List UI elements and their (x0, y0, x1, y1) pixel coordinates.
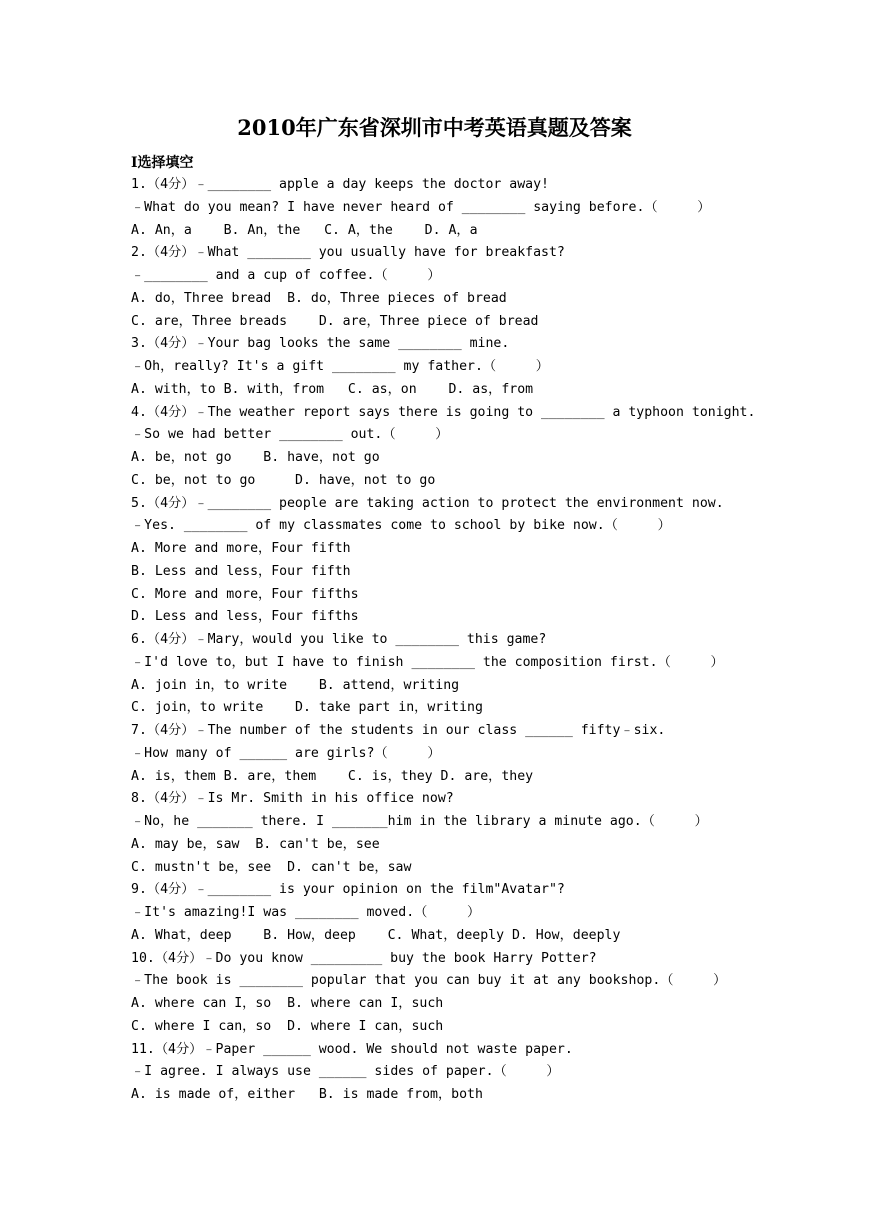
text-line: A. join in，to write B. attend，writing (131, 677, 460, 693)
text-line: ﹣So we had better ________ out.（ ） (131, 427, 449, 443)
text-line: ﹣Yes. ________ of my classmates come to school by bike now.（ ） (131, 518, 671, 534)
text-line: A. do，Three bread B. do，Three pieces of bread (131, 290, 507, 306)
text-line: ﹣I agree. I always use ______ sides of paper.（ ） (131, 1064, 560, 1080)
text-line: A. An，a B. An，the C. A，the D. A，a (131, 222, 478, 238)
text-line: 9.（4分）﹣________ is your opinion on the film"Avatar"? (131, 882, 565, 898)
text-line: A. What，deep B. How，deep C. What，deeply D. How，deeply (131, 927, 621, 943)
text-line: A. where can I，so B. where can I，such (131, 996, 444, 1011)
text-line: C. More and more，Four fifths (131, 586, 359, 602)
document-title: 2010年广东省深圳市中考英语真题及答案 (237, 115, 632, 140)
text-line: ﹣What do you mean? I have never heard of ________ saying before.（ ） (131, 199, 711, 215)
text-line: 7.（4分）﹣The number of the students in our class ______ fifty﹣six. (131, 723, 666, 738)
text-line: A. may be，saw B. can't be，see (131, 836, 380, 852)
text-line: C. join，to write D. take part in，writing (131, 700, 483, 716)
text-line: 8.（4分）﹣Is Mr. Smith in his office now? (131, 791, 454, 807)
text-line: ﹣No，he _______ there. I _______him in the library a minute ago.（ ） (131, 814, 708, 829)
text-line: 4.（4分）﹣The weather report says there is going to ________ a typhoon tonight. (131, 404, 756, 420)
text-line: ﹣I'd love to，but I have to finish ________ the composition first.（ ） (131, 654, 724, 670)
text-line: ﹣Oh，really? It's a gift ________ my father.（ ） (131, 359, 549, 374)
text-line: ﹣The book is ________ popular that you can buy it at any bookshop.（ ） (131, 973, 727, 989)
text-line: ﹣________ and a cup of coffee.（ ） (131, 268, 441, 283)
text-line: 1.（4分）﹣________ apple a day keeps the doctor away! (131, 177, 549, 192)
text-line: ﹣It's amazing!I was ________ moved.（ ） (131, 905, 481, 920)
text-line: C. where I can，so D. where I can，such (131, 1018, 444, 1034)
text-line: B. Less and less，Four fifth (131, 563, 351, 579)
text-line: A. is，them B. are，them C. is，they D. are，they (131, 768, 534, 784)
section-heading: I选择填空 (131, 155, 194, 171)
question-list (131, 174, 851, 1107)
text-line: D. Less and less，Four fifths (131, 609, 359, 625)
text-line: A. is made of，either B. is made from，both (131, 1087, 483, 1102)
text-line: C. mustn't be，see D. can't be，saw (131, 859, 412, 875)
text-line: 10.（4分）﹣Do you know _________ buy the book Harry Potter? (131, 950, 597, 966)
text-line: C. be，not to go D. have，not to go (131, 472, 436, 488)
text-line: 11.（4分）﹣Paper ______ wood. We should not waste paper. (131, 1041, 573, 1057)
text-line: 5.（4分）﹣________ people are taking action to protect the environment now. (131, 495, 724, 511)
text-line: C. are，Three breads D. are，Three piece of bread (131, 313, 539, 329)
text-line: A. More and more，Four fifth (131, 541, 351, 556)
text-line: ﹣How many of ______ are girls?（ ） (131, 745, 441, 761)
text-line: 2.（4分）﹣What ________ you usually have for breakfast? (131, 245, 565, 261)
text-line: 6.（4分）﹣Mary，would you like to ________ this game? (131, 632, 547, 647)
text-line: A. be，not go B. have，not go (131, 450, 380, 465)
text-line: 3.（4分）﹣Your bag looks the same ________ mine. (131, 336, 510, 352)
text-line: A. with，to B. with，from C. as，on D. as，from (131, 381, 534, 397)
